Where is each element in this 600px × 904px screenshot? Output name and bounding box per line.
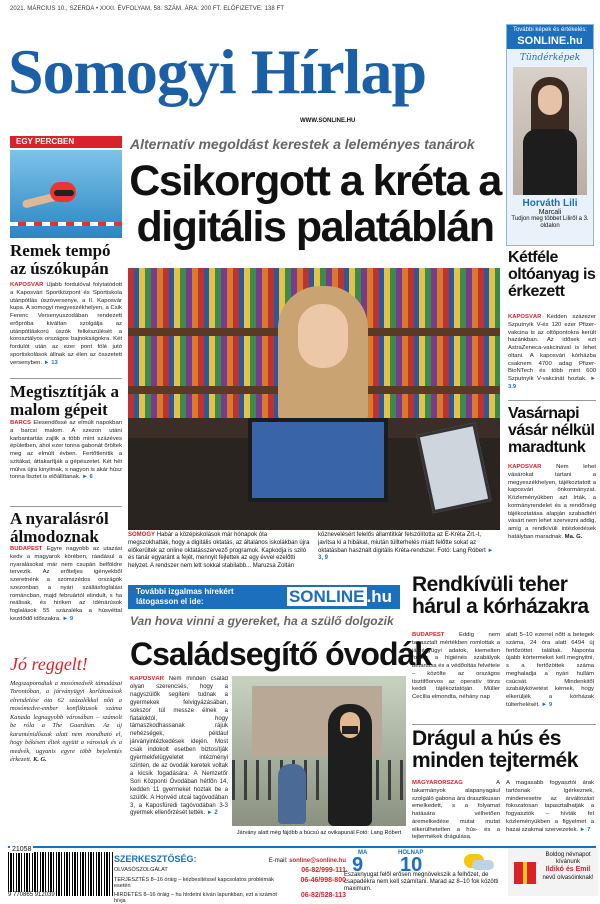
good-morning-body: Megszaporodtak a mosómedvék támadásai Torontóban, a járványügyi korlátozások elrendelése óta 62 százalékkal nőtt a mosómedve-ember konfliktusok száma Kanada legnagyobb városában – számolt be róla a The Guardian. Az új karanténidőszak alatt nem mondható el, hogy békésen éltek együtt a városiak és a medvék, ugyanis egyre több bejelentés érkezett. K. G. <box>10 680 122 764</box>
egy-percben-label: EGY PERCBEN <box>10 136 122 148</box>
masthead-title[interactable]: Somogyi Hírlap <box>8 36 427 107</box>
mill-headline[interactable]: Megtisztítják a malom gépeit <box>10 382 120 419</box>
mill-body: BARCS Elesendőssé az elmúlt napokban a barcsi malom. A szezon utáni karbantartás zajlik a több mint százéves épületben, ahol ezer tonna gabonát őröltek meg az elmúlt évben. Fertőtlenítik a szitákat, áttakarítják a gépészetet. Két hét múlva újra kinyitnak, s nagyon is akár húsz tonna lisztet is előállítanak. ► 6 <box>10 420 122 481</box>
footer <box>8 846 596 904</box>
contact-row: OLVASÓSZOLGÁLAT 06-82/999-111 <box>114 867 346 874</box>
editorial-email[interactable]: sonline@sonline.hu <box>289 858 346 864</box>
weather-box <box>344 850 514 896</box>
good-morning-title: Jó reggelt! <box>10 654 88 674</box>
email-label: E-mail: <box>268 858 288 864</box>
sonline-banner-logo: SONLINE .hu <box>288 587 392 606</box>
classroom-photo <box>128 268 500 530</box>
sonline-banner-text: További izgalmas hírekért látogasson el ide: <box>136 587 234 606</box>
dateline: 2021. MÁRCIUS 10., SZERDA • XXXI. ÉVFOLYAM, 58. SZÁM. ÁRA: 200 FT. ELŐFIZETVE: 138 FT <box>10 6 285 12</box>
weather-tomorrow-label: HOLNAP <box>398 850 424 856</box>
divider <box>10 378 122 379</box>
weather-today-temp: 9 <box>352 854 364 876</box>
meat-headline[interactable]: Drágul a hús és minden tejtermék <box>412 727 578 773</box>
dream-body: BUDAPEST Egyre nagyobb az utazási kedv a magyarok körében, ráadásul a nyaralásokat már nem csupán belföldre tervezik. Az erőteljes igényekből szeretnénk a szomszédos országok szezonban a nyári szállásfoglalási románcban, majd februártól elindult, s ha reálisak, és hiriken az idénárúsok foglalások 55 százaléka a húsvéttal kezdődő időszakra. ► 9 <box>10 546 122 623</box>
barcode <box>8 852 114 896</box>
contact-row: HIRDETÉS 8–16 óráig – hu hirdetni kíván lapunkban, ezt a számot hívja 06-82/528-113 <box>114 892 346 904</box>
promo-name: Horváth Lili <box>522 198 578 209</box>
ovoda-body: KAPOSVÁR Nem minden család olyan szerencsés, hogy a nagyszülők segíteni tudnak a gyermekek felvigyázásában, sokszor túl messze élnek a fiataloktól, hogy támaszkodhassanak rájuk nehézségek, például járványintézkedések idején. Most csak indokolt esetben biztosítják gyermekfelügyeletet intézményi szinten, de az óvodák keretek voltak a kicsik fogadására. A Nemzetőr Sori Központi Óvodában hétfőn 14, kedden 11 gyermeket hoztak be a szülők. A Honvéd utcai tagóvodában 3, a Kaposfüredi tagóvodában 3-3 gyermek ellenőrzését tették. ► 2 <box>130 676 228 817</box>
divider <box>10 506 122 507</box>
edition-number: 21058 <box>12 846 32 853</box>
swim-headline[interactable]: Remek tempó az úszókupán <box>10 241 111 278</box>
hospital-body-2: alatt 5–10 ezerrel nőtt a betegek száma, 24 óra alatt 6494 új fertőzöttet találtak. Naponta újabb kórtermeket kell megnyitni, s a fertőzöttek száma meghaladja a nyári hullám csúcsát. Mindenkitől szabálykövetést kérnek, hogy elkerüljék a kórházak túlterhelését. ► 9 <box>506 632 594 709</box>
gift-icon <box>514 862 536 884</box>
weather-today-label: MA <box>358 850 368 856</box>
weather-tomorrow-temp: 10 <box>400 854 423 876</box>
kindergarten-photo <box>232 676 406 826</box>
vax-headline[interactable]: Kétféle oltóanyag is érkezett <box>508 249 596 300</box>
sonline-banner[interactable] <box>128 585 400 609</box>
promo-box[interactable] <box>506 24 594 246</box>
swim-photo <box>10 150 122 238</box>
hospital-headline[interactable]: Rendkívüli teher hárul a kórházakra <box>412 573 589 619</box>
promo-brand: SONLINE.hu <box>507 35 593 49</box>
promo-caption: Tudjon meg többet Liliről a 3. oldalon <box>511 216 589 230</box>
nameday-text: Boldog névnapot kívánunk Ildikó és Emil nevű olvasóinknak! <box>542 852 594 881</box>
promo-script: Tündérképek <box>519 53 581 63</box>
editorial-title: SZERKESZTŐSÉG: <box>114 854 197 864</box>
meat-body-2: A magasabb fogyasztói árak tartósnak ígérkeznek, mindenesetre az árváltozást fokozatosan tapasztalhatják a fogyasztók – hívták fel közleményükben a figyelmet a hazai szakmai szervezetek. ► 7 <box>506 780 594 833</box>
market-body: KAPOSVÁR Nem lehet vásárokat tartani a megyeszékhelyen, tájékoztatott a kaposvári önkormányzat. Közleményükben azt írták, a kormányrendelet és a rendőrség tájékoztatása alapján szabadtéri vásárt nem lehet szervezni addig, amíg a rendkívüli intézkedések hatályban maradnak. Ma. G. <box>508 464 596 541</box>
barcode-number: 9 770865 912039 <box>8 892 55 898</box>
cloud-icon <box>472 860 494 870</box>
portrait-photo <box>513 67 587 195</box>
promo-top: További képek és értékelés: <box>507 25 593 35</box>
ovoda-photo-caption: Járvány alatt még fájóbb a búcsú az ovikapunál Fotó: Lang Róbert <box>236 830 402 836</box>
main-headline[interactable]: Csikorgott a kréta a digitális palatáblán <box>129 157 501 252</box>
meat-body-1: MAGYARORSZÁG A takarmányok alapanyagául szolgáló gabona ára drasztikusan emelkedett, s a folyamat hatására vélhetően áremelkedése mutat mutat elkerülhetetlen a hús- és a tejtermékek drágulása. <box>412 780 500 841</box>
divider <box>508 400 596 401</box>
ovoda-kicker: Van hova vinni a gyereket, ha a szülő dolgozik <box>130 614 394 628</box>
market-headline[interactable]: Vasárnapi vásár nélkül maradtunk <box>508 405 595 456</box>
contact-row: TERJESZTÉS 8–16 óráig – kézbesítéssel kapcsolatos problémák esetén 06-46/998-800 <box>114 877 346 889</box>
vax-body: KAPOSVÁR Kedden százezer Szputnyik V-és 120 ezer Pfizer-vakcina is az oltópontokra került hazánkban. Az idősek ezt AstraZeneca-vakcinával is lehet oltani. A kaposvári kórházba csaknem 4700 adag Pfizer-BioNTech és több mint 600 Szputnyik V-vakcinát hoztak. ► 3.9 <box>508 314 596 391</box>
hospital-body-1: BUDAPEST Eddig nem tapasztalt mértékben romlottak a járványügyi adatok, kiemelten fontos a higiénés szabályok betartása és a védőoltás felvétele – közölte az országos tisztifőorvos az operatív törzs keddi tájékoztatóján. Müller Cecília elmondta, néhány nap <box>412 632 500 701</box>
site-url[interactable]: WWW.SONLINE.HU <box>300 118 356 124</box>
nameday-box <box>508 848 598 896</box>
editorial-contacts <box>114 854 346 904</box>
ovoda-headline[interactable]: Családsegítő óvodák <box>130 636 432 672</box>
promo-city: Marcali <box>538 209 562 216</box>
dream-headline[interactable]: A nyaralásról álmodoznak <box>10 509 109 546</box>
divider <box>412 724 596 725</box>
main-kicker: Alternatív megoldást kerestek a leleményes tanárok <box>130 136 475 152</box>
main-caption: SOMOGY Habár a középiskolások már hónapok óta megszokhatták, hogy a digitális oktatás, az általános iskolákban újra előkerültek az online oktatásszervező programok. Kapkodja is sziló és tanár egyaránt a fejét, mennyit fejlettek az egy évvel ezelőtti helyzet. A rendszer nem lett sokkal stabilabb... Maruzsa Zoltán köznevelésért felelős államtitkár felszólította az E-Kréta Zrt.-t, javítsa ki a hibákat, miután tüllterhelés miatt felőtte sokat az oktatásban használt digitális Kréta-rendszer. Fotó: Lang Róbert ► 3, 9 <box>128 532 494 570</box>
weather-text: Északnyugat felől erősen megnövekszik a felhőzet, de csapadékra nem kell számítani. Marad az 8–10 fok közötti maximum. <box>344 872 499 893</box>
swim-body: KAPOSVÁR Újabb fordulóval folytatódott a Kaposvári Sportközpont és Sportiskola utánpótlás úszóversenye, a II. Kaposvár kupa. A somogyi megyeszékhelyen, a Csik Ferenc Versenyuszodában rendezett erőpróba kiváltan szolgálja az utánpótláskorú úszók felkészülését a korosztályos országos bajnokságokra. Két fordulót után az ezer pont fölé jutó sportiskolások állnak az élen az összetett versenyben. ► 13 <box>10 282 122 366</box>
